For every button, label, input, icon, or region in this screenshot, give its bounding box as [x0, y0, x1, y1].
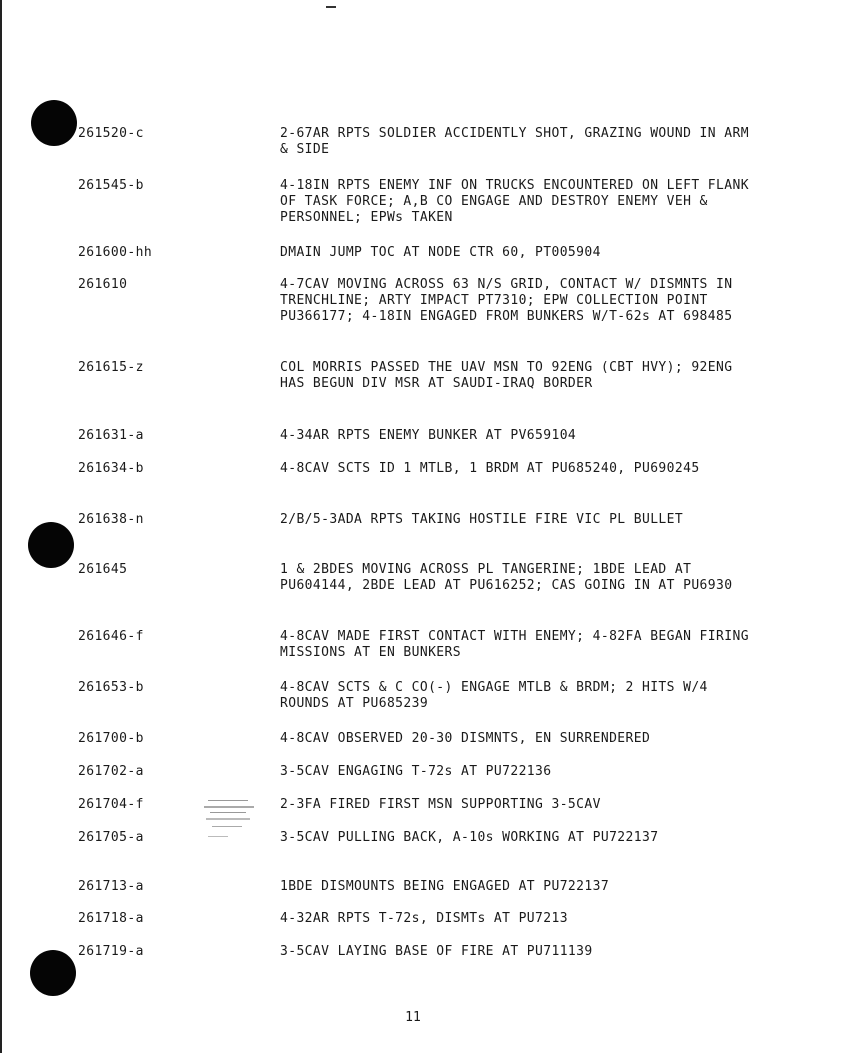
entry-text: 3-5CAV LAYING BASE OF FIRE AT PU711139: [280, 944, 593, 959]
entry-text: 1BDE DISMOUNTS BEING ENGAGED AT PU722137: [280, 879, 610, 894]
entry-text: 3-5CAV PULLING BACK, A-10s WORKING AT PU722137: [280, 830, 659, 845]
entry-text: 2-3FA FIRED FIRST MSN SUPPORTING 3-5CAV: [280, 797, 601, 812]
entry-dtg: 261600-hh: [78, 245, 153, 260]
entry-text: 4-7CAV MOVING ACROSS 63 N/S GRID, CONTACT W/ DISMNTS IN TRENCHLINE; ARTY IMPACT PT7310; EPW COLLECTION POINT PU366177; 4-18IN ENGAGED FROM BUNKERS W/T-62s AT 698485: [280, 277, 733, 324]
entry-dtg: 261610: [78, 277, 128, 292]
entry-text: 2/B/5-3ADA RPTS TAKING HOSTILE FIRE VIC PL BULLET: [280, 512, 684, 527]
entry-dtg: 261713-a: [78, 879, 144, 894]
entry-dtg: 261718-a: [78, 911, 144, 926]
entry-text: 4-18IN RPTS ENEMY INF ON TRUCKS ENCOUNTERED ON LEFT FLANK OF TASK FORCE; A,B CO ENGAGE AND DESTROY ENEMY VEH & PERSONNEL; EPWs TAKEN: [280, 178, 749, 225]
entry-dtg: 261700-b: [78, 731, 144, 746]
entry-dtg: 261634-b: [78, 461, 144, 476]
entry-dtg: 261615-z: [78, 360, 144, 375]
entry-text: 4-34AR RPTS ENEMY BUNKER AT PV659104: [280, 428, 577, 443]
entry-dtg: 261638-n: [78, 512, 144, 527]
entry-dtg: 261646-f: [78, 629, 144, 644]
entry-text: 2-67AR RPTS SOLDIER ACCIDENTLY SHOT, GRAZING WOUND IN ARM & SIDE: [280, 126, 749, 157]
entry-text: 4-8CAV OBSERVED 20-30 DISMNTS, EN SURRENDERED: [280, 731, 651, 746]
entry-dtg: 261719-a: [78, 944, 144, 959]
entry-text: 1 & 2BDES MOVING ACROSS PL TANGERINE; 1BDE LEAD AT PU604144, 2BDE LEAD AT PU616252; CAS GOING IN AT PU6930: [280, 562, 733, 593]
entry-dtg: 261645: [78, 562, 128, 577]
entry-text: 4-8CAV SCTS ID 1 MTLB, 1 BRDM AT PU685240, PU690245: [280, 461, 700, 476]
entry-dtg: 261545-b: [78, 178, 144, 193]
page-number: 11: [405, 1010, 421, 1025]
entry-text: 4-8CAV SCTS & C CO(-) ENGAGE MTLB & BRDM; 2 HITS W/4 ROUNDS AT PU685239: [280, 680, 708, 711]
entry-text: DMAIN JUMP TOC AT NODE CTR 60, PT005904: [280, 245, 601, 260]
entry-dtg: 261520-c: [78, 126, 144, 141]
entry-text: 3-5CAV ENGAGING T-72s AT PU722136: [280, 764, 552, 779]
entry-dtg: 261653-b: [78, 680, 144, 695]
entry-text: COL MORRIS PASSED THE UAV MSN TO 92ENG (CBT HVY); 92ENG HAS BEGUN DIV MSR AT SAUDI-IRAQ BORDER: [280, 360, 733, 391]
entry-text: 4-8CAV MADE FIRST CONTACT WITH ENEMY; 4-82FA BEGAN FIRING MISSIONS AT EN BUNKERS: [280, 629, 749, 660]
entry-dtg: 261704-f: [78, 797, 144, 812]
entry-dtg: 261705-a: [78, 830, 144, 845]
entry-dtg: 261702-a: [78, 764, 144, 779]
entry-dtg: 261631-a: [78, 428, 144, 443]
entry-text: 4-32AR RPTS T-72s, DISMTs AT PU7213: [280, 911, 568, 926]
